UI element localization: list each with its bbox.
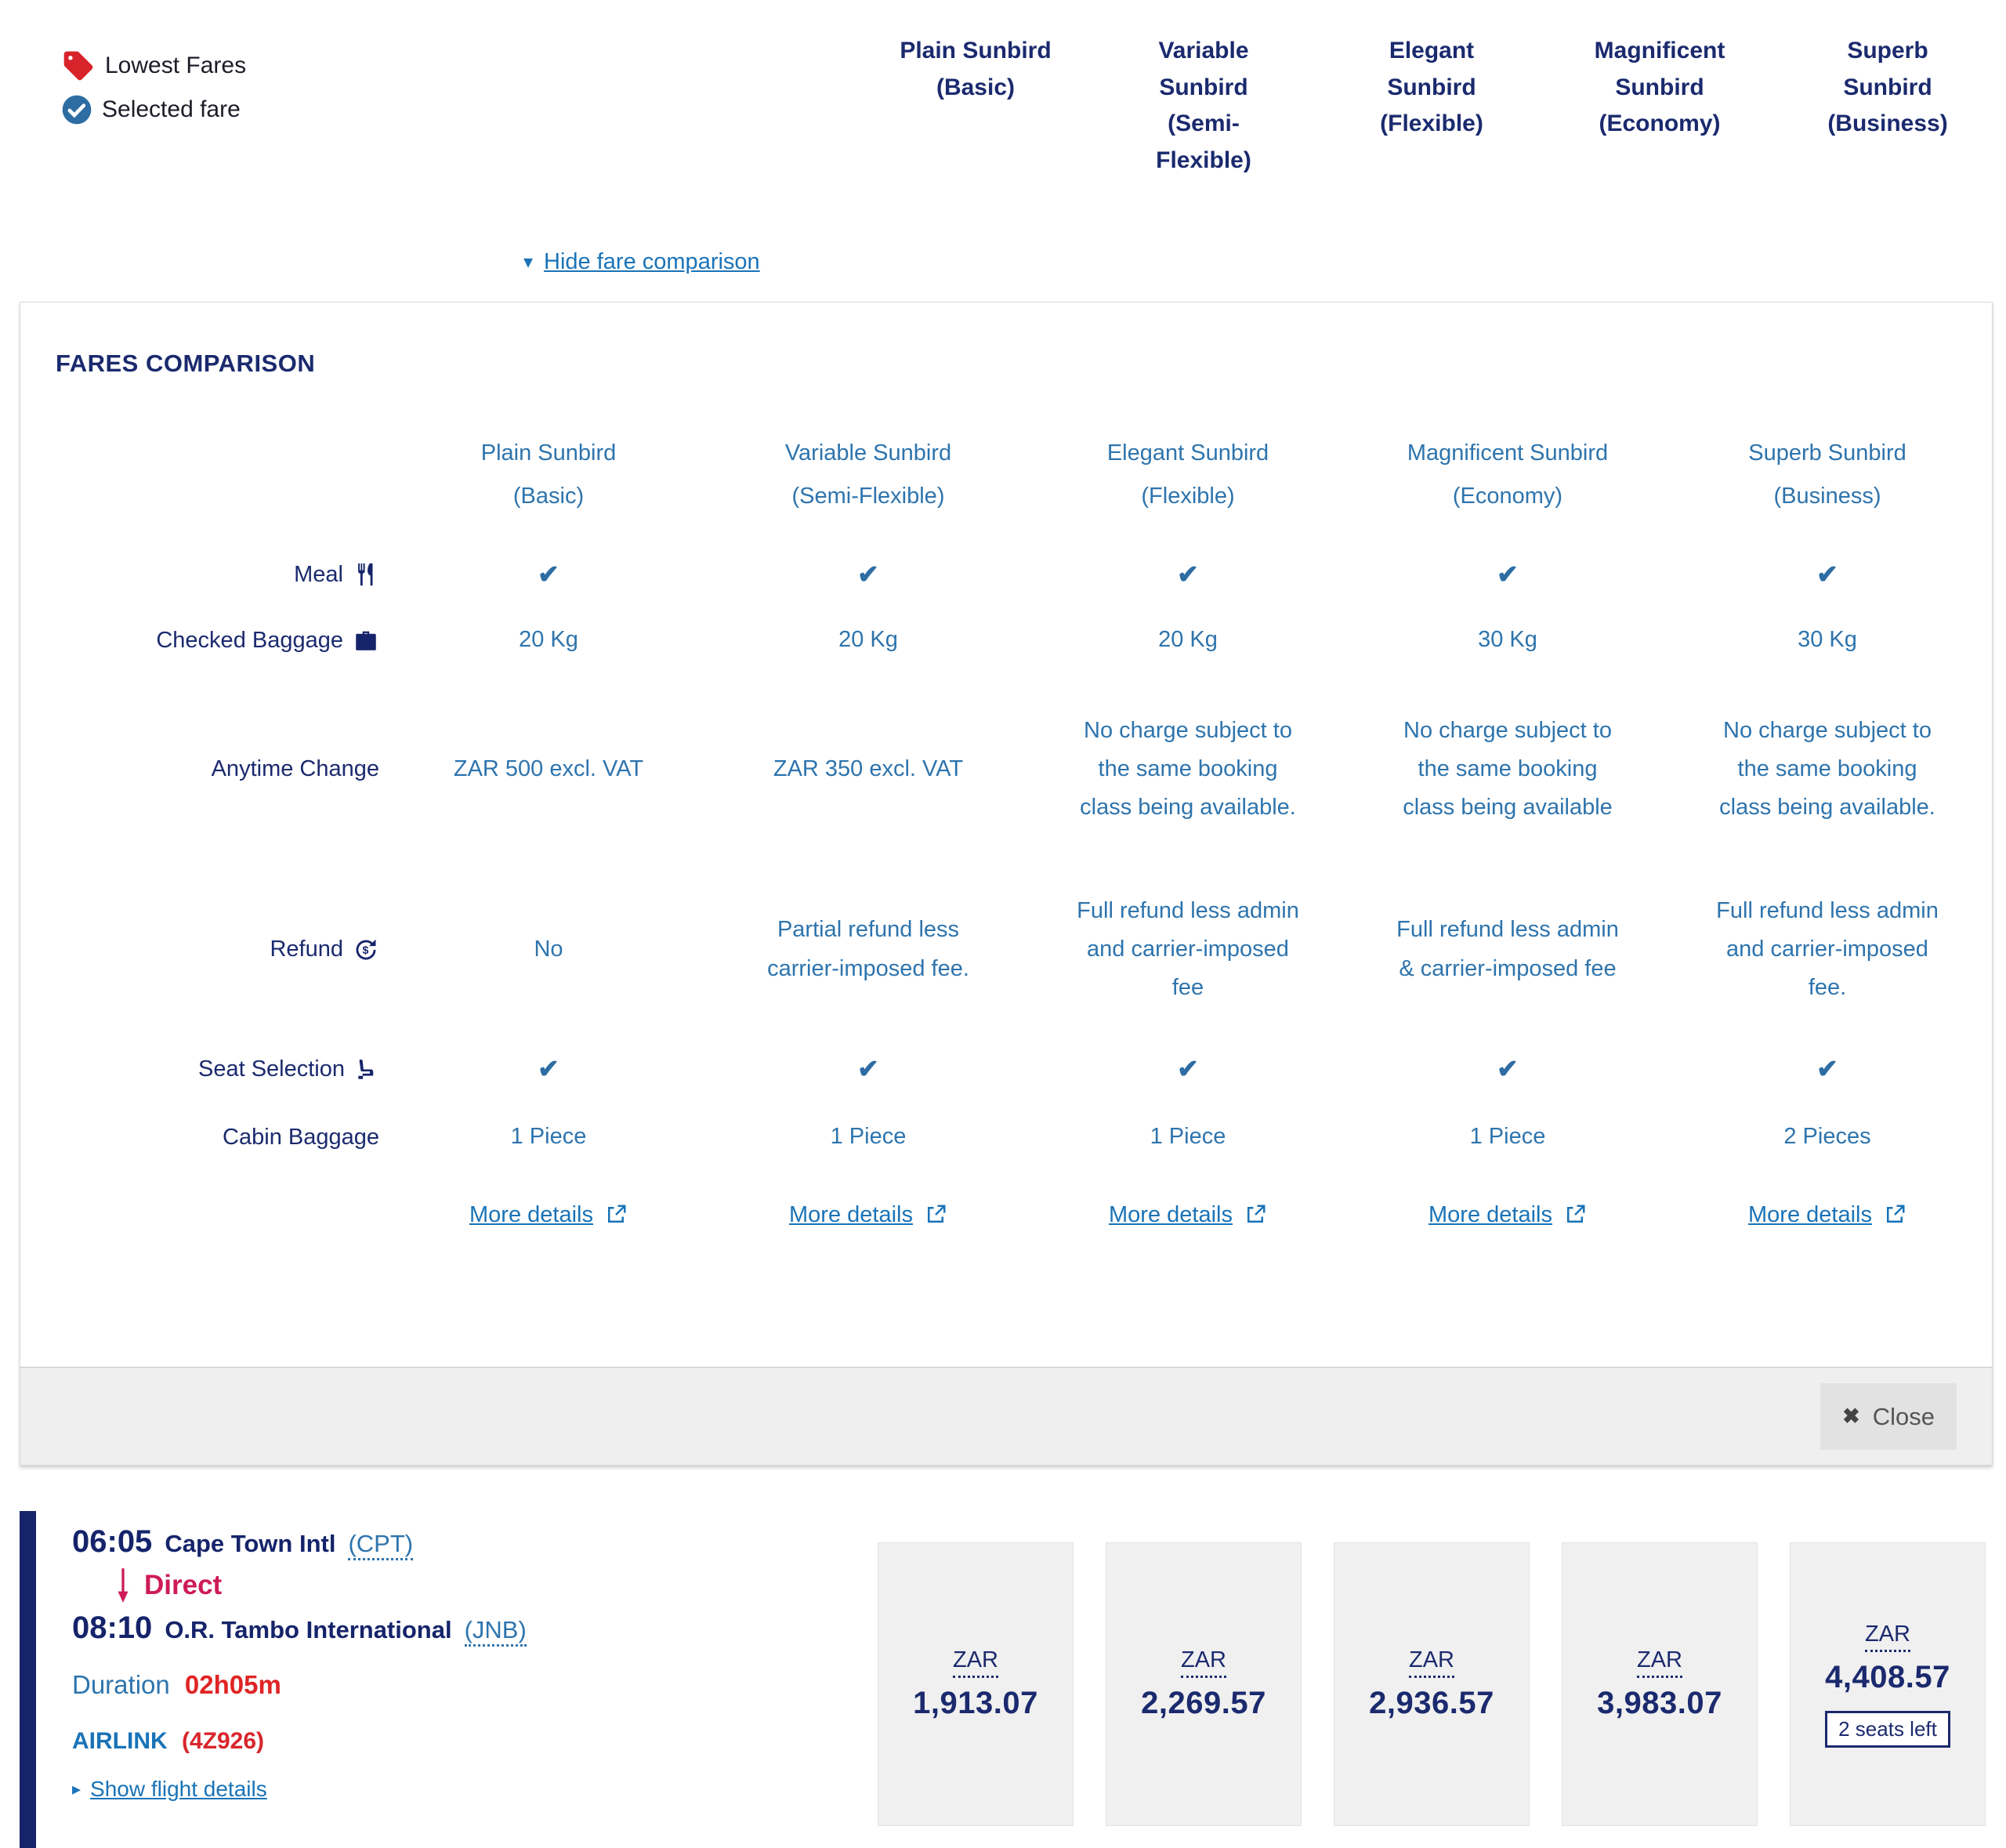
top-fare-header [1106,33,1302,179]
fare-price-box-magnificent[interactable] [1562,1542,1758,1826]
lowest-fares-label: Lowest Fares [105,53,247,78]
top-fare-header [1790,33,1986,179]
refund-icon [353,937,379,963]
fare-tier: (Basic) [512,484,585,509]
fare-legend [61,49,246,136]
show-flight-details-label: Show flight details [90,1777,267,1801]
table-row-checked-baggage [52,607,1987,673]
cabin-baggage-value: 1 Piece [1469,1124,1546,1150]
refund-value: Partial refund less carrier-imposed fee. [767,917,969,981]
airline-name: AIRLINK [72,1728,168,1754]
checked-baggage-value: 20 Kg [838,627,898,653]
fare-price: 1,913.07 [913,1686,1038,1720]
row-label-text: Checked Baggage [156,627,343,653]
more-details-label: More details [1109,1201,1233,1227]
seat-selection-value: ✔ [1497,1053,1519,1083]
arrival-airport-code[interactable]: (JNB) [465,1616,527,1647]
row-label-seat-selection [52,1056,389,1082]
row-label-text: Refund [270,937,343,962]
cabin-baggage-value: 1 Piece [510,1124,587,1150]
svg-text:$: $ [362,944,369,957]
currency-label[interactable]: ZAR [953,1647,998,1678]
cabin-baggage-value: 1 Piece [830,1124,907,1150]
top-fare-headers [878,33,1986,179]
fare-name: Plain Sunbird [480,440,617,466]
legend-selected-fare [61,94,246,125]
refund-value: Full refund less admin and carrier-imposed fee [1077,897,1299,1001]
fare-price-box-plain[interactable] [878,1542,1074,1826]
fare-tier: (Business) [1773,484,1881,509]
fare-price: 2,936.57 [1369,1686,1494,1720]
triangle-down-icon: ▾ [523,252,534,273]
table-row-refund [52,865,1987,1034]
fare-tier: (Economy) [1599,111,1721,136]
fare-price-box-elegant[interactable] [1334,1542,1530,1826]
fare-price: 2,269.57 [1141,1686,1266,1720]
fare-name: Superb Sunbird [1843,38,1932,100]
more-details-cell [1028,1196,1348,1234]
fare-column-header [1348,432,1667,518]
table-row-seat-selection [52,1034,1987,1104]
seat-selection-value: ✔ [1177,1053,1199,1083]
fare-tier: (Business) [1827,111,1948,136]
fare-tier: (Economy) [1452,484,1563,509]
fare-tier: (Flexible) [1141,484,1235,509]
seat-icon [354,1056,379,1082]
direct-indicator [116,1567,527,1604]
table-row-more-details [52,1170,1987,1260]
currency-label[interactable]: ZAR [1409,1647,1454,1678]
meal-value: ✔ [538,559,559,589]
stop-type-label: Direct [144,1570,223,1600]
row-label-meal [52,561,389,588]
currency-label[interactable]: ZAR [1181,1647,1226,1678]
more-details-cell [389,1196,708,1234]
flight-number: (4Z926) [182,1728,265,1754]
fare-price-box-superb[interactable] [1790,1542,1986,1826]
fare-price-row [878,1542,1986,1826]
price-tag-icon [61,49,96,83]
checked-baggage-value: 20 Kg [519,627,578,653]
external-link-icon [924,1203,947,1227]
fare-column-header [708,432,1028,518]
fare-name: Magnificent Sunbird [1407,440,1609,466]
fare-tier: (Semi-Flexible) [1156,111,1251,173]
anytime-change-value: No charge subject to the same booking class being available [1403,717,1613,821]
anytime-change-value: No charge subject to the same booking class being available. [1080,717,1296,821]
more-details-link[interactable] [1428,1196,1587,1234]
fare-name: Magnificent Sunbird [1594,38,1725,100]
more-details-cell [1348,1196,1667,1234]
hide-fare-comparison-label: Hide fare comparison [544,249,760,274]
panel-title: FARES COMPARISON [56,350,316,377]
fare-name: Superb Sunbird [1748,440,1906,466]
currency-label[interactable]: ZAR [1865,1622,1910,1652]
anytime-change-value: ZAR 350 excl. VAT [773,756,964,781]
departure-time: 06:05 [72,1524,153,1559]
fare-tier: (Semi-Flexible) [791,484,945,509]
departure-row [72,1524,527,1560]
row-label-text: Cabin Baggage [223,1124,379,1150]
more-details-cell [708,1196,1028,1234]
arrival-row [72,1611,527,1647]
external-link-icon [1244,1203,1267,1227]
more-details-cell [1667,1196,1987,1234]
checked-baggage-value: 30 Kg [1798,627,1857,653]
currency-label[interactable]: ZAR [1637,1647,1682,1678]
external-link-icon [1563,1203,1587,1227]
fare-name: Elegant Sunbird [1106,440,1269,466]
meal-value: ✔ [857,559,879,589]
table-row-cabin-baggage [52,1104,1987,1170]
fare-name: Variable Sunbird [1158,38,1249,100]
fare-comparison-table [52,408,1987,1260]
selected-fare-label: Selected fare [102,96,241,122]
meal-value: ✔ [1497,559,1519,589]
briefcase-icon [353,627,379,654]
seat-selection-value: ✔ [1816,1053,1838,1083]
cabin-baggage-value: 2 Pieces [1783,1124,1871,1150]
fare-price: 3,983.07 [1597,1686,1722,1720]
meal-value: ✔ [1816,559,1838,589]
refund-value: Full refund less admin & carrier-imposed fee [1396,917,1619,981]
row-label-anytime-change [52,756,389,782]
more-details-label: More details [789,1201,913,1227]
seat-selection-value: ✔ [857,1053,879,1083]
fare-column-header [1028,432,1348,518]
fare-column-header [389,432,708,518]
airline-row [72,1728,527,1755]
hide-fare-comparison-link[interactable] [523,249,760,275]
top-fare-header [1562,33,1758,179]
row-label-refund [52,937,389,963]
flight-row-accent-bar [20,1511,36,1848]
row-label-text: Anytime Change [211,756,379,781]
fare-tier: (Basic) [936,74,1016,100]
meal-value: ✔ [1177,559,1199,589]
more-details-link[interactable] [1748,1196,1906,1234]
fare-name: Plain Sunbird [900,38,1052,63]
row-label-text: Meal [294,561,343,587]
fare-price-box-variable[interactable] [1106,1542,1302,1826]
checked-baggage-value: 30 Kg [1478,627,1537,653]
top-fare-header [878,33,1074,179]
row-label-checked-baggage [52,627,389,654]
fare-name: Elegant Sunbird [1387,38,1476,100]
close-label: Close [1872,1402,1935,1430]
fare-price: 4,408.57 [1825,1659,1950,1694]
refund-value: No [534,936,563,962]
more-details-label: More details [1748,1201,1872,1227]
arrow-down-icon [116,1567,130,1604]
more-details-label: More details [469,1201,593,1227]
show-flight-details-link[interactable] [72,1777,527,1802]
duration-row [72,1670,527,1700]
table-row-anytime-change [52,673,1987,865]
seats-left-badge: 2 seats left [1825,1711,1950,1748]
refund-value: Full refund less admin and carrier-imposed fee. [1716,897,1939,1001]
fare-tier: (Flexible) [1380,111,1483,136]
top-fare-header [1334,33,1530,179]
seat-selection-value: ✔ [538,1053,559,1083]
close-button[interactable] [1820,1383,1957,1450]
legend-lowest-fares [61,49,246,83]
anytime-change-value: ZAR 500 excl. VAT [453,756,644,781]
fare-name: Variable Sunbird [784,440,952,466]
flight-info [72,1524,527,1802]
arrival-time: 08:10 [72,1611,153,1645]
anytime-change-value: No charge subject to the same booking class being available. [1719,717,1935,821]
cabin-baggage-value: 1 Piece [1150,1124,1226,1150]
row-label-text: Seat Selection [197,1056,345,1082]
external-link-icon [604,1203,628,1227]
duration-value: 02h05m [184,1670,281,1699]
departure-airport-code[interactable]: (CPT) [348,1530,413,1560]
triangle-right-icon: ▸ [72,1779,81,1799]
more-details-label: More details [1428,1201,1552,1227]
more-details-link[interactable] [789,1196,947,1234]
more-details-link[interactable] [1109,1196,1267,1234]
checked-baggage-value: 20 Kg [1158,627,1218,653]
external-link-icon [1883,1203,1906,1227]
table-row-meal [52,542,1987,607]
panel-footer [20,1367,1992,1465]
fare-column-header [1667,432,1987,518]
duration-label: Duration [72,1670,170,1699]
table-header-row [52,408,1987,542]
utensils-icon [353,561,379,588]
departure-airport: Cape Town Intl [165,1530,336,1557]
row-label-cabin-baggage [52,1125,389,1150]
check-circle-icon [61,94,92,125]
close-icon: ✖ [1842,1404,1860,1428]
more-details-link[interactable] [469,1196,628,1234]
fares-comparison-panel [20,302,1993,1466]
arrival-airport: O.R. Tambo International [165,1616,452,1643]
